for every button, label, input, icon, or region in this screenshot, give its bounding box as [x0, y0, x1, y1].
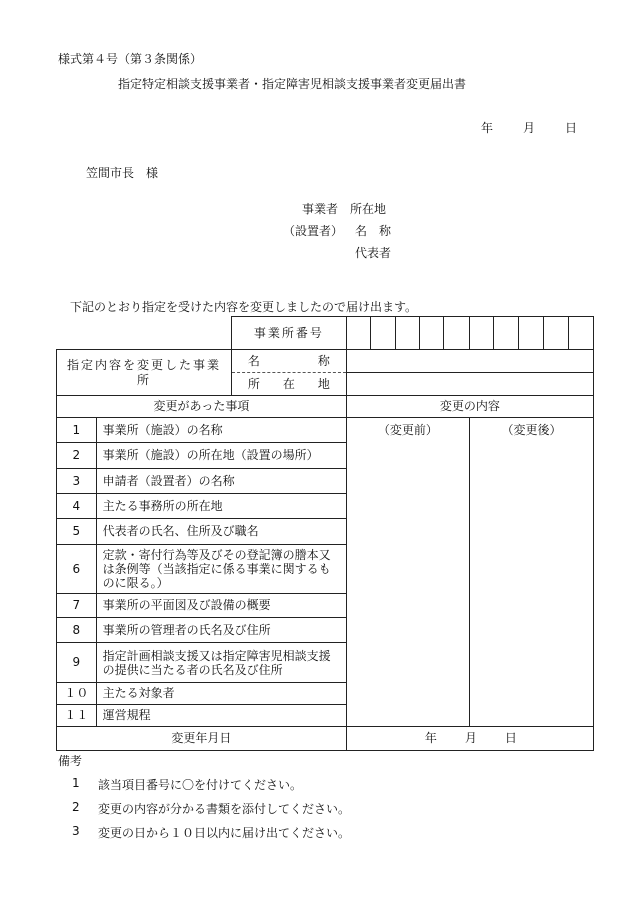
- item-text: 事業所の平面図及び設備の概要: [96, 594, 346, 618]
- office-number-digit[interactable]: [371, 317, 395, 350]
- office-name-field[interactable]: [346, 350, 593, 373]
- address-label-2: 在: [282, 376, 295, 391]
- office-number-digit[interactable]: [494, 317, 518, 350]
- item-text: 定款・寄付行為等及びその登記簿の謄本又は条例等（当該指定に係る事業に関するものに限る。）: [96, 545, 346, 594]
- after-label: （変更後）: [501, 423, 562, 437]
- addressee: 笠間市長 様: [86, 166, 159, 180]
- item-text: 事業所（施設）の名称: [96, 418, 346, 443]
- office-number-digit[interactable]: [568, 317, 593, 350]
- intro-text: 下記のとおり指定を受けた内容を変更しましたので届け出ます。: [70, 300, 418, 314]
- applicant-establisher-label: （設置者）: [283, 224, 344, 238]
- blank-corner: [57, 317, 232, 350]
- item-number[interactable]: 7: [57, 594, 97, 618]
- address-label: 所: [247, 376, 260, 391]
- item-number[interactable]: 1: [57, 418, 97, 443]
- date-year-label: 年: [481, 121, 494, 135]
- applicant-name-label: 名 称: [355, 224, 392, 238]
- change-after-field[interactable]: [469, 418, 593, 727]
- applicant-address-label: 所在地: [350, 202, 387, 216]
- item-number[interactable]: １０: [57, 683, 97, 705]
- office-number-digit[interactable]: [395, 317, 419, 350]
- item-number[interactable]: 4: [57, 494, 97, 519]
- form-number: 様式第４号（第３条関係）: [58, 52, 203, 66]
- item-number[interactable]: 8: [57, 618, 97, 643]
- change-date-label: 変更年月日: [57, 727, 347, 751]
- item-text: 事業所の管理者の氏名及び住所: [96, 618, 346, 643]
- note-number: 1: [72, 776, 80, 790]
- office-address-field[interactable]: [346, 373, 593, 396]
- applicant-operator-label: 事業者: [302, 202, 339, 216]
- name-label: 名: [247, 353, 260, 368]
- item-text: 運営規程: [96, 705, 346, 727]
- item-number[interactable]: 6: [57, 545, 97, 594]
- item-text: 指定計画相談支援又は指定障害児相談支援の提供に当たる者の氏名及び住所: [96, 643, 346, 683]
- notes-heading: 備考: [58, 754, 83, 768]
- note-number: 2: [72, 800, 80, 814]
- office-number-digit[interactable]: [444, 317, 469, 350]
- office-group-label: 指定内容を変更した事業所: [57, 350, 232, 396]
- change-content-header: 変更の内容: [346, 396, 593, 418]
- office-number-digit[interactable]: [518, 317, 543, 350]
- name-label-cell: [231, 350, 346, 373]
- change-before-field[interactable]: [346, 418, 469, 727]
- item-text: 主たる事務所の所在地: [96, 494, 346, 519]
- address-label-3: 地: [317, 376, 330, 391]
- before-label: （変更前）: [377, 423, 438, 437]
- item-number[interactable]: 9: [57, 643, 97, 683]
- item-number[interactable]: １１: [57, 705, 97, 727]
- address-label-cell: [231, 373, 346, 396]
- office-number-digit[interactable]: [469, 317, 493, 350]
- change-date-month: 月: [464, 731, 477, 745]
- changed-items-header: 変更があった事項: [57, 396, 347, 418]
- office-number-digit[interactable]: [420, 317, 444, 350]
- item-text: 申請者（設置者）の名称: [96, 469, 346, 494]
- item-text: 代表者の氏名、住所及び職名: [96, 519, 346, 545]
- change-form-table: [56, 316, 594, 751]
- note-text: 該当項目番号に〇を付けてください。: [98, 778, 303, 792]
- note-text: 変更の内容が分かる書類を添付してください。: [98, 802, 351, 816]
- date-month-label: 月: [523, 121, 536, 135]
- office-number-digit[interactable]: [544, 317, 568, 350]
- item-text: 主たる対象者: [96, 683, 346, 705]
- item-number[interactable]: 5: [57, 519, 97, 545]
- applicant-representative-label: 代表者: [355, 246, 392, 260]
- item-text: 事業所（施設）の所在地（設置の場所）: [96, 443, 346, 469]
- office-number-label: 事業所番号: [231, 317, 346, 350]
- item-number[interactable]: 2: [57, 443, 97, 469]
- item-number[interactable]: 3: [57, 469, 97, 494]
- date-day-label: 日: [565, 121, 578, 135]
- change-date-year: 年: [424, 731, 437, 745]
- note-number: 3: [72, 824, 80, 838]
- office-number-digit[interactable]: [346, 317, 370, 350]
- change-date-day: 日: [504, 731, 517, 745]
- name-label-2: 称: [317, 353, 330, 368]
- note-text: 変更の日から１０日以内に届け出てください。: [98, 826, 351, 840]
- document-title: 指定特定相談支援事業者・指定障害児相談支援事業者変更届出書: [118, 77, 467, 91]
- change-date-field[interactable]: [346, 727, 593, 751]
